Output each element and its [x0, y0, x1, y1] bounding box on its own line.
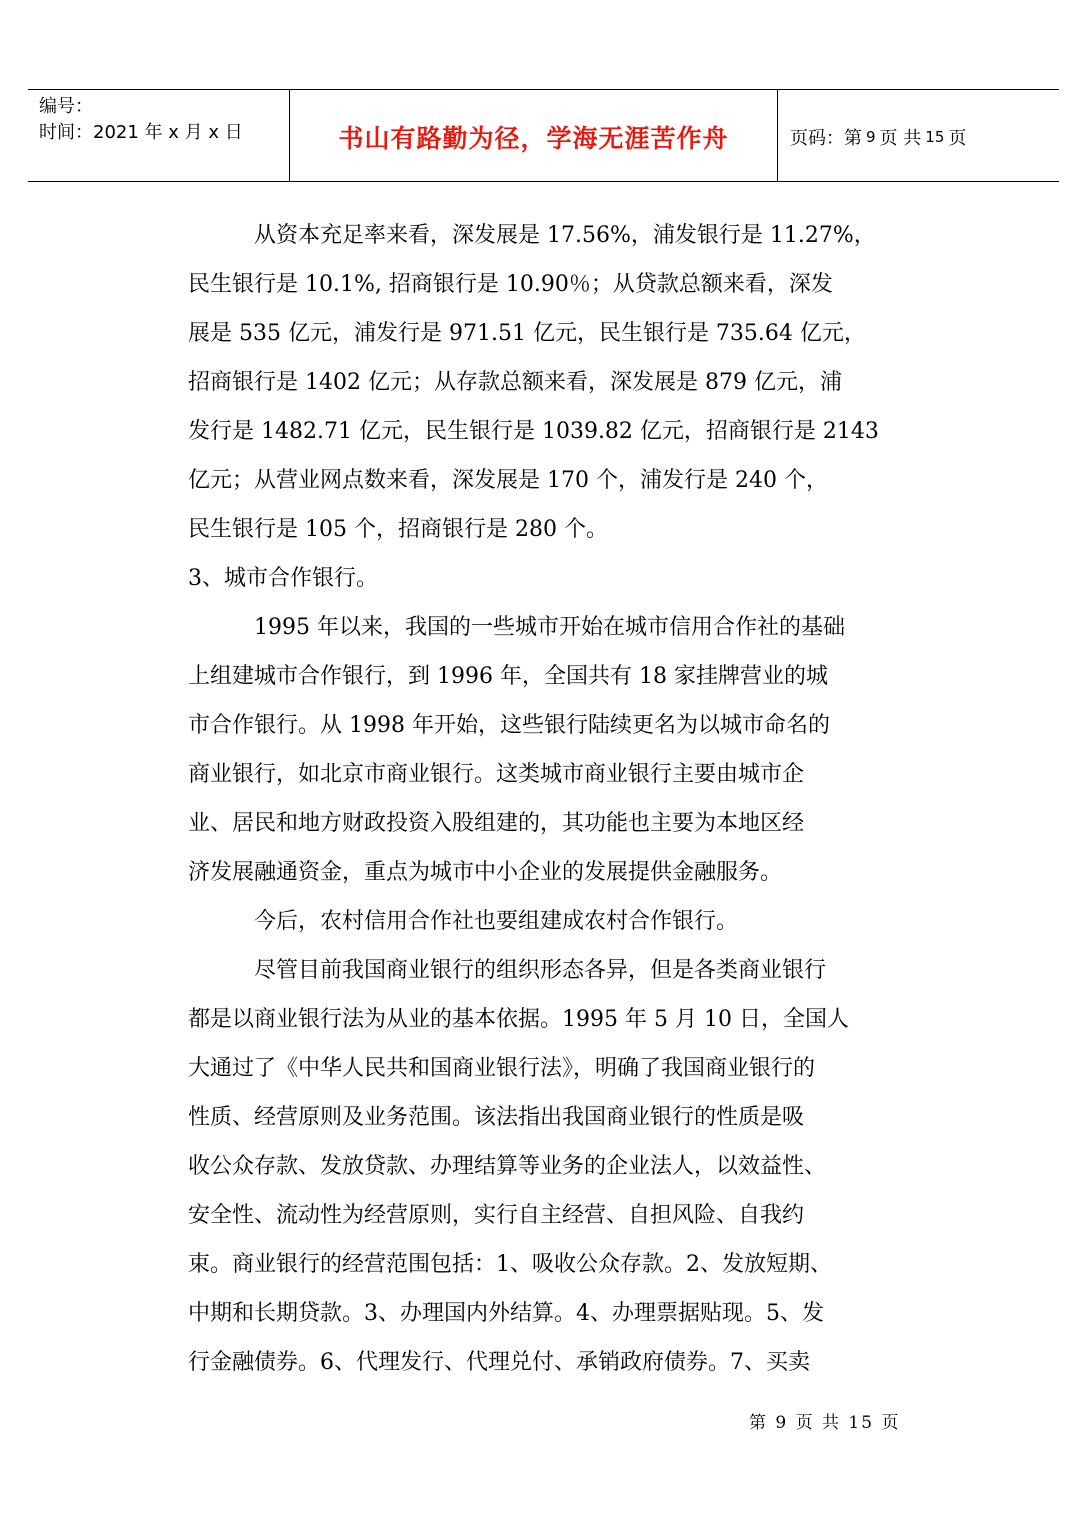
- document-time: 时间：2021 年 x 月 x 日: [39, 122, 243, 143]
- body-line: 上组建城市合作银行，到 1996 年，全国共有 18 家挂牌营业的城: [188, 664, 828, 689]
- body-line: 业、居民和地方财政投资入股组建的，其功能也主要为本地区经: [188, 811, 805, 836]
- body-line: 行金融债券。6、代理发行、代理兑付、承销政府债券。7、买卖: [188, 1350, 810, 1375]
- body-line: 市合作银行。从 1998 年开始，这些银行陆续更名为以城市命名的: [188, 713, 830, 738]
- page-header: [28, 89, 1059, 182]
- document-body: [188, 211, 918, 1387]
- body-line: 中期和长期贷款。3、办理国内外结算。4、办理票据贴现。5、发: [188, 1301, 824, 1326]
- body-line: 尽管目前我国商业银行的组织形态各异，但是各类商业银行: [188, 958, 827, 983]
- body-line: 展是 535 亿元，浦发行是 971.51 亿元，民生银行是 735.64 亿元，: [188, 321, 866, 346]
- header-meta: [28, 90, 290, 181]
- body-line: 性质、经营原则及业务范围。该法指出我国商业银行的性质是吸: [188, 1105, 805, 1130]
- body-line: 民生银行是 10.1%, 招商银行是 10.90％；从贷款总额来看，深发: [188, 272, 833, 297]
- page-prefix: 页码：第: [790, 127, 862, 149]
- header-motto: 书山有路勤为径，学海无涯苦作舟: [290, 90, 778, 181]
- total-page-number: 15: [925, 127, 945, 146]
- body-line: 束。商业银行的经营范围包括：1、吸收公众存款。2、发放短期、: [188, 1252, 832, 1277]
- body-line: 1995 年以来，我国的一些城市开始在城市信用合作社的基础: [188, 615, 845, 640]
- section-heading: 3、城市合作银行。: [188, 566, 378, 591]
- body-line: 商业银行，如北京市商业银行。这类城市商业银行主要由城市企: [188, 762, 805, 787]
- body-line: 招商银行是 1402 亿元；从存款总额来看，深发展是 879 亿元，浦: [188, 370, 842, 395]
- body-line: 亿元；从营业网点数来看，深发展是 170 个，浦发行是 240 个，: [188, 468, 828, 493]
- body-line: 安全性、流动性为经营原则，实行自主经营、自担风险、自我约: [188, 1203, 805, 1228]
- body-line: 济发展融通资金，重点为城市中小企业的发展提供金融服务。: [188, 860, 783, 885]
- body-line: 今后，农村信用合作社也要组建成农村合作银行。: [188, 909, 739, 934]
- page-footer: 第 9 页 共 15 页: [749, 1413, 901, 1433]
- body-line: 大通过了《中华人民共和国商业银行法》，明确了我国商业银行的: [188, 1056, 816, 1081]
- page-suffix: 页: [948, 127, 967, 149]
- page-mid: 页 共: [879, 127, 922, 149]
- body-line: 从资本充足率来看，深发展是 17.56%，浦发银行是 11.27%，: [188, 223, 876, 248]
- document-number-label: 编号：: [39, 96, 93, 117]
- header-page-indicator: [778, 90, 1059, 181]
- body-line: 都是以商业银行法为从业的基本依据。1995 年 5 月 10 日，全国人: [188, 1007, 849, 1032]
- body-line: 收公众存款、发放贷款、办理结算等业务的企业法人，以效益性、: [188, 1154, 827, 1179]
- body-line: 民生银行是 105 个，招商银行是 280 个。: [188, 517, 608, 542]
- body-line: 发行是 1482.71 亿元，民生银行是 1039.82 亿元，招商银行是 2143: [188, 419, 879, 444]
- current-page-number: 9: [866, 127, 876, 146]
